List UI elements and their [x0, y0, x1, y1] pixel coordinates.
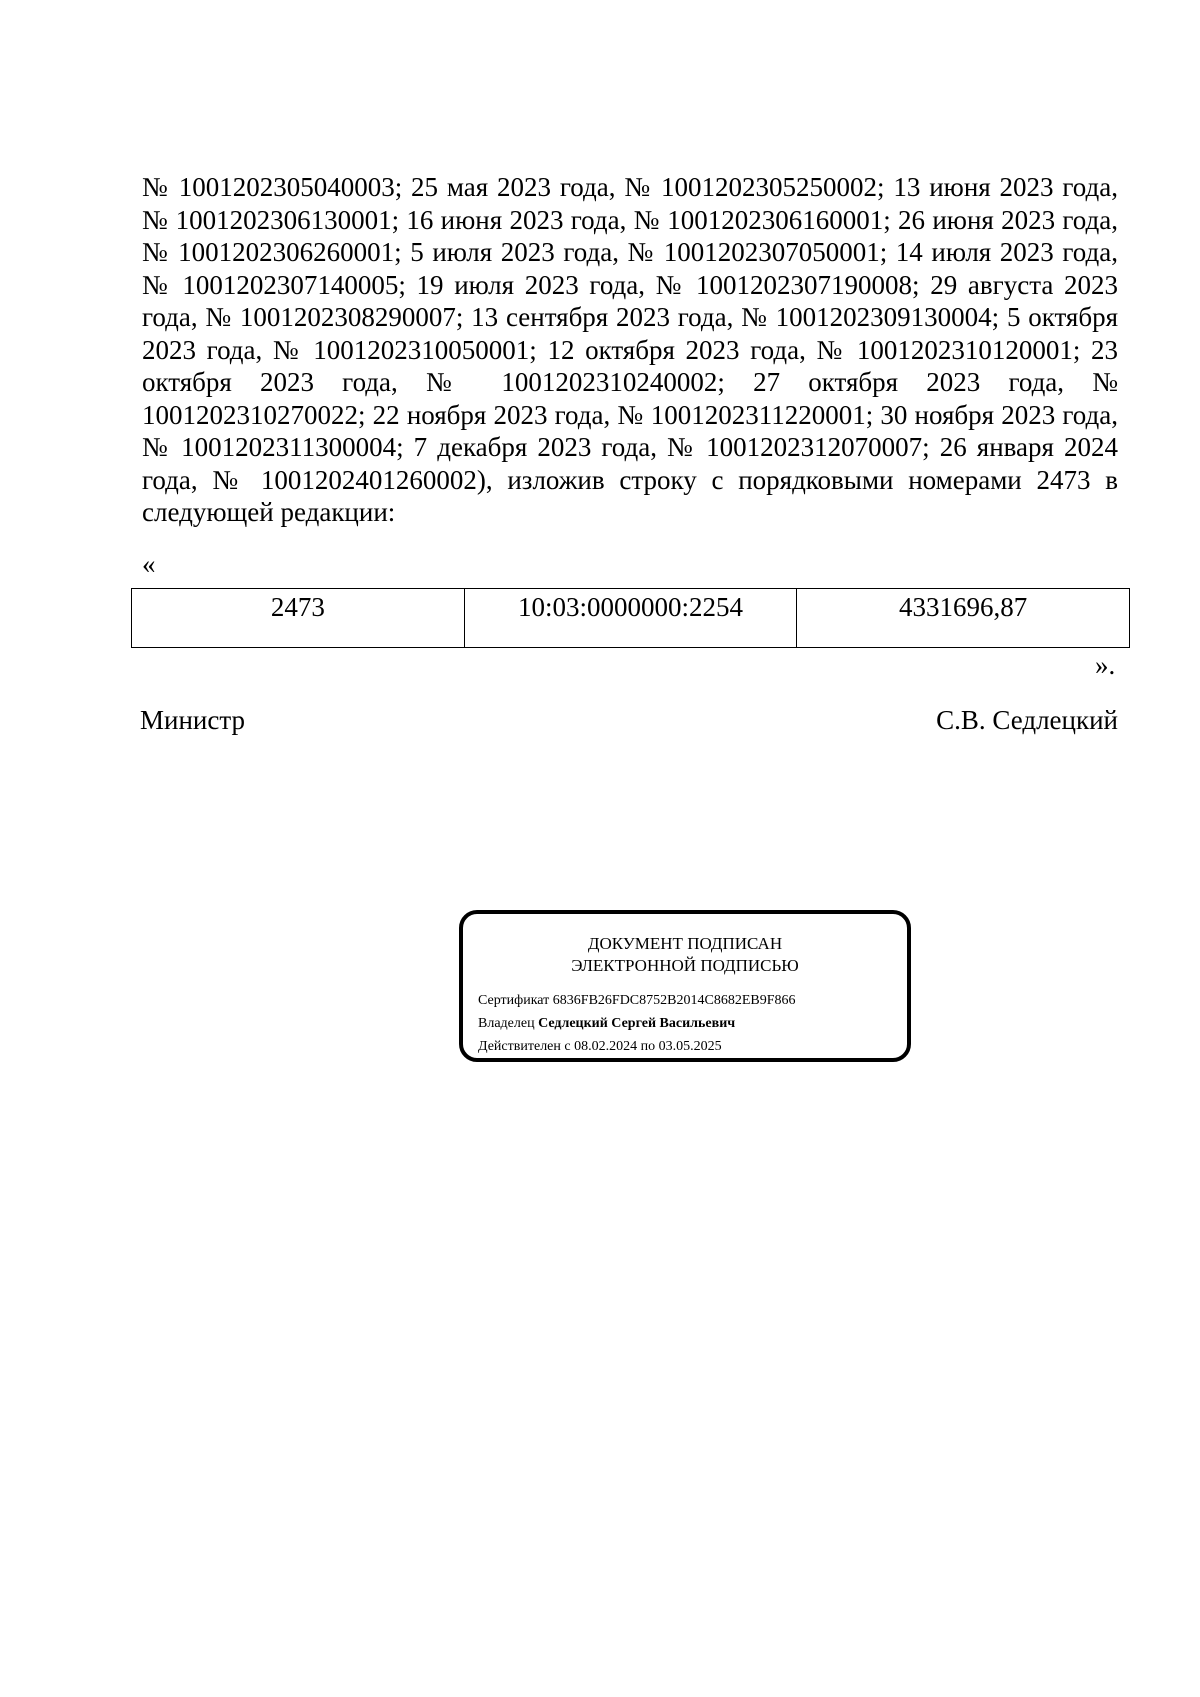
stamp-owner-line [478, 1012, 796, 1035]
valid-to-label: по [640, 1039, 656, 1054]
stamp-certificate-line [478, 989, 796, 1012]
stamp-title-line2: ЭЛЕКТРОННОЙ ПОДПИСЬЮ [571, 956, 799, 975]
cadastral-number-cell: 10:03:0000000:2254 [464, 589, 797, 648]
signatory-title: Министр [140, 705, 245, 735]
owner-value: Седлецкий Сергей Васильевич [538, 1016, 736, 1031]
body-paragraph: № 1001202305040003; 25 мая 2023 года, № 1001202305250002; 13 июня 2023 года, № 1001202306130001; 16 июня 2023 года, № 1001202306160001; 26 июня 2023 года, № 1001202306260001; 5 июля 2023 года, № 1001202307050001; 14 июля 2023 года, № 1001202307140005; 19 июля 2023 года, № 1001202307190008; 29 августа 2023 года, № 1001202308290007; 13 сентября 2023 года, № 1001202309130004; 5 октября 2023 года, № 1001202310050001; 12 октября 2023 года, № 1001202310120001; 23 октября 2023 года, № 1001202310240002; 27 октября 2023 года, № 1001202310270022; 22 ноября 2023 года, № 1001202311220001; 30 ноября 2023 года, № 1001202311300004; 7 декабря 2023 года, № 1001202312070007; 26 января 2024 года, № 1001202401260002), изложив строку с порядковыми номерами 2473 в следующей редакции: [142, 172, 1118, 527]
amended-row-table [131, 588, 1130, 648]
stamp-title [463, 933, 907, 977]
row-number-cell: 2473 [132, 589, 465, 648]
stamp-title-line1: ДОКУМЕНТ ПОДПИСАН [587, 934, 783, 953]
valid-label: Действителен с [478, 1039, 571, 1054]
owner-label: Владелец [478, 1016, 535, 1031]
certificate-value: 6836FB26FDC8752B2014C8682EB9F866 [552, 993, 796, 1008]
stamp-validity-line [478, 1035, 796, 1058]
open-quote: « [142, 549, 156, 579]
stamp-details [478, 989, 796, 1058]
table-row [132, 589, 1130, 648]
signatory-name: С.В. Седлецкий [936, 705, 1118, 735]
valid-from: 08.02.2024 [574, 1039, 638, 1054]
value-cell: 4331696,87 [797, 589, 1130, 648]
e-signature-stamp [459, 910, 911, 1062]
certificate-label: Сертификат [478, 993, 550, 1008]
valid-to: 03.05.2025 [658, 1039, 722, 1054]
close-quote: ». [1095, 650, 1116, 680]
